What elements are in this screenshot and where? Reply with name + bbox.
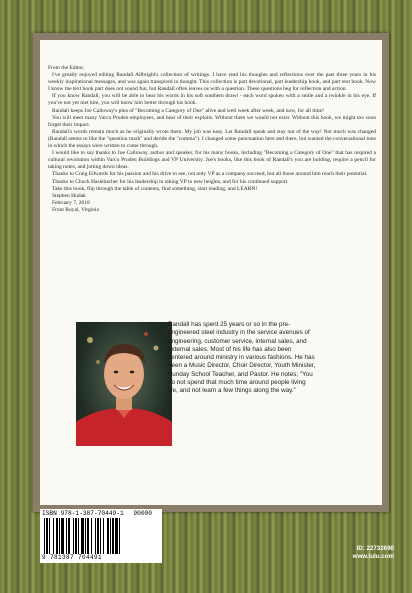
letter-paragraph: I've greatly enjoyed editing Randall Allbright's collection of writings. I have read his thoughts and reflections over the past three years in his weekly inspirational messages, and was again transpired in thought. This collection is part devotional, part leadership book, and part text book. Now I know the text book part does not sound fun, but Randall often leaves us with a question. These questions beg for reflection and action. bbox=[48, 72, 376, 93]
letter-paragraph: Thanks to Craig Edwards for his passion and his drive to see, not only VP as a company succeed, but all those around him reach their potential. bbox=[52, 171, 368, 178]
letter-paragraph: Thanks to Chuck Haslebacher for his leadership in taking VP to new heights, and for his continued support. bbox=[52, 178, 289, 185]
isbn-barcode bbox=[40, 509, 162, 563]
letter-paragraph: Randall keeps Joe Calloway's plea of "Becoming a Category of One" alive and well week after week, and now, for all time! bbox=[52, 107, 324, 114]
signature-name: Stephen Hudak bbox=[52, 192, 86, 199]
letter-paragraph: You will meet many Varco Pruden employees, and hear of their exploits. Without them we would not exist. Without this book, we might too soon forget their impact. bbox=[48, 114, 376, 128]
publisher-info bbox=[353, 545, 394, 560]
price-code: 90000 bbox=[133, 510, 152, 517]
letter-paragraph: I would like to say thanks to Joe Calloway, author and speaker, for his many books, including "Becoming a Category of One" that has inspired a cultural revolution within Varco Pruden Buildings and VP University. Joe's books, like this book of Randall's you are holding, require a pencil for taking notes, and jotting down ideas. bbox=[48, 150, 376, 171]
author-bio: Randall has spent 25 years or so in the pre-engineered steel industry in the service avenues of engineering, customer service, internal sales, and external sales. Most of his life has also been centered around ministry in various fashions. He has been a Music Director, Choir Director, Youth Minister, Sunday School Teacher, and Pastor. He notes: "You do not spend that much time around people living life, and not learn a few things along the way." bbox=[168, 321, 316, 395]
editor-letter bbox=[48, 65, 376, 214]
publisher-site: www.lulu.com bbox=[352, 552, 394, 560]
signature-place: Front Royal, Virginia bbox=[52, 206, 99, 213]
barcode-digits: 9 781387 704491 bbox=[42, 554, 103, 561]
letter-greeting: From the Editor, bbox=[48, 65, 85, 71]
signature-date: February 7, 2018 bbox=[52, 199, 90, 206]
author-photo bbox=[76, 322, 172, 446]
isbn-label: ISBN 978-1-387-70449-1 90000 bbox=[42, 510, 152, 517]
letter-paragraph: If you know Randall, you will be able to hear his words in his soft southern drawl - each word spoken with a smile and a twinkle in his eye. If you've not yet met him, you will know him better through his book. bbox=[48, 93, 376, 107]
letter-paragraph: Take this book, flip through the table of contents, find something, start reading, and LEARN! bbox=[52, 185, 258, 192]
letter-paragraph: Randall's words remain much as he originally wrote them. My job was easy. Let Randall speak and stay out of the way! Not much was changed (Randall seems to like the "question mark" and deride the "comma"). I changed some punctuation here and there, but wanted the conversational tone in which the essays were written to come through. bbox=[48, 128, 376, 150]
publisher-id: ID: 22732690 bbox=[356, 545, 394, 552]
barcode-bars bbox=[42, 518, 160, 554]
